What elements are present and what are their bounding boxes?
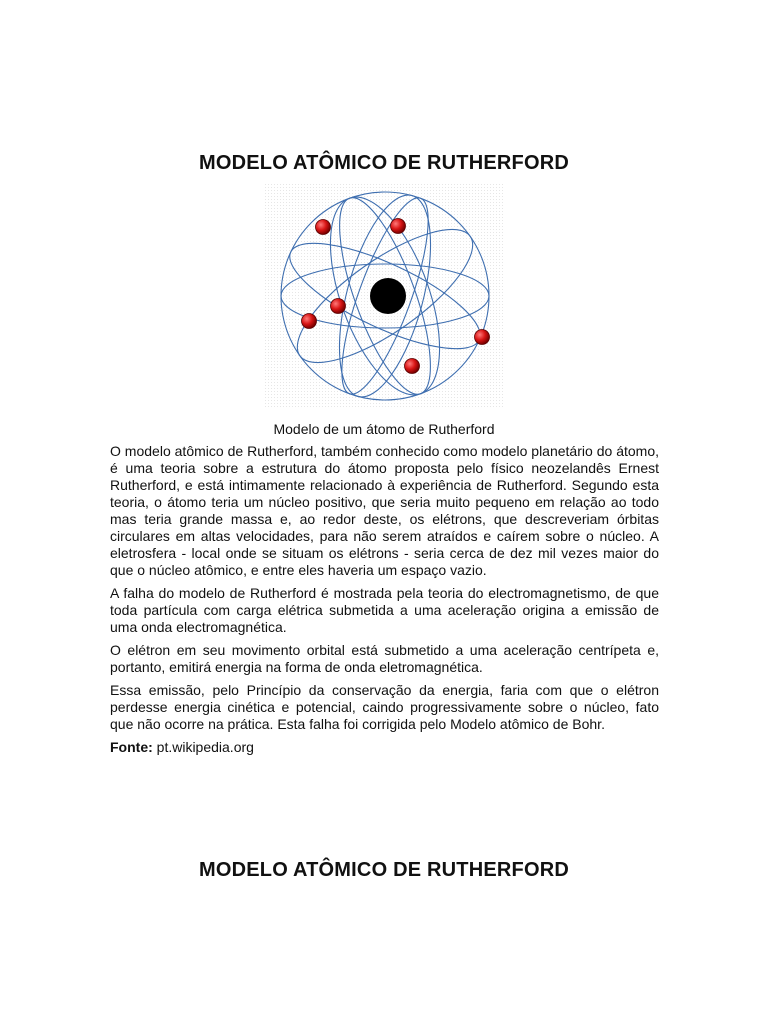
electron: [316, 220, 331, 235]
paragraph: A falha do modelo de Rutherford é mostrada pela teoria do electromagnetismo, de que toda partícula com carga elétrica submetida a uma aceleração origina a emissão de uma onda electromagnética.: [110, 585, 659, 635]
source-label: Fonte:: [110, 739, 153, 755]
article-body: [110, 443, 659, 756]
electron: [391, 219, 406, 234]
rutherford-atom-illustration: [265, 184, 505, 408]
repeated-page-title: MODELO ATÔMICO DE RUTHERFORD: [198, 859, 570, 881]
paragraph: O modelo atômico de Rutherford, também conhecido como modelo planetário do átomo, é uma teoria sobre a estrutura do átomo proposta pelo físico neozelandês Ernest Rutherford, e está intimamente relacionado à experiência de Rutherford. Segundo esta teoria, o átomo teria um núcleo positivo, que seria muito pequeno em relação ao todo mas teria grande massa e, ao redor deste, os elétrons, que descreveriam órbitas circulares em altas velocidades, para não serem atraídos e caírem sobre o núcleo. A eletrosfera - local onde se situam os elétrons - seria cerca de dez mil vezes maior do que o núcleo atômico, e entre eles haveria um espaço vazio.: [110, 443, 659, 578]
electron: [405, 359, 420, 374]
paragraph: O elétron em seu movimento orbital está submetido a uma aceleração centrípeta e, portanto, emitirá energia na forma de onda eletromagnética.: [110, 642, 659, 675]
paragraph: Essa emissão, pelo Princípio da conservação da energia, faria com que o elétron perdesse energia cinética e potencial, caindo progressivamente sobre o núcleo, fato que não ocorre na prática. Esta falha foi corrigida pelo Modelo atômico de Bohr.: [110, 682, 659, 732]
nucleus: [370, 278, 406, 314]
page-title: MODELO ATÔMICO DE RUTHERFORD: [198, 152, 570, 174]
electron: [331, 299, 346, 314]
figure-caption: Modelo de um átomo de Rutherford: [273, 421, 495, 437]
source-line: [110, 739, 659, 756]
source-value: pt.wikipedia.org: [156, 739, 254, 755]
electron: [302, 314, 317, 329]
electron: [475, 330, 490, 345]
atom-figure: [265, 184, 505, 408]
